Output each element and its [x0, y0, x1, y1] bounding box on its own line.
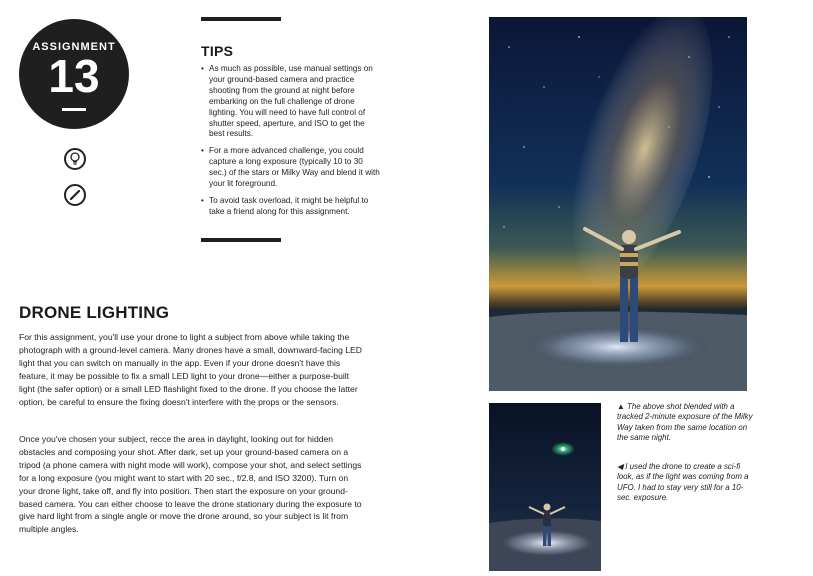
ufo-photo	[489, 403, 601, 571]
assignment-badge	[19, 19, 129, 129]
caption-main-photo: ▲ The above shot blended with a tracked 2-minute exposure of the Milky Way taken from the same location on the same night.	[617, 402, 753, 443]
badge-dash	[62, 108, 86, 111]
assignment-label: ASSIGNMENT	[32, 41, 116, 53]
top-rule	[201, 17, 281, 21]
milky-way-photo	[489, 17, 747, 391]
tips-title: TIPS	[201, 43, 234, 59]
body-paragraph: For this assignment, you'll use your drone to light a subject from above while taking the photograph with a ground-level camera. Many drones have a small, downward-facing LED light that you can switch on manually in the app. Even if your drone doesn't have this feature, it may be possible to fix a small LED light to your drone—either a purpose-built light (the safer option) or a small LED flashlight fixed to the drone. If you choose the latter option, be careful to ensure the fixing doesn't interfere with the props or the sensors.	[19, 332, 362, 407]
tip-item: • To avoid task overload, it might be helpful to take a friend along for this assignment.	[201, 196, 381, 218]
bottom-rule	[201, 238, 281, 242]
tips-list	[201, 64, 381, 224]
section-title: DRONE LIGHTING	[19, 303, 170, 322]
pencil-icon	[64, 184, 86, 206]
body-paragraph: Once you've chosen your subject, recce the area in daylight, looking out for hidden obstacles and composing your shot. After dark, set up your ground-based camera on a tripod (a phone camera with night mode will work), compose your shot, and select settings for a long exposure (you might want to start with 20 sec., f/2.8, and ISO 3200). Turn on your drone light, take off, and fly into position. Then start the exposure on your ground-based camera. You can either choose to leave the drone stationary during the exposure to give hard light from a single angle or move the drone around, so your subject is lit from multiple angles.	[19, 434, 362, 535]
tip-item: • As much as possible, use manual settings on your ground-based camera and practice shooting from the ground at night before embarking on the full challenge of drone lighting. You will need to have full control of shutter speed, aperture, and ISO to get the best results.	[201, 64, 381, 140]
tip-item: • For a more advanced challenge, you could capture a long exposure (typically 10 to 30 sec.) of the stars or Milky Way and blend it with your lit foreground.	[201, 146, 381, 190]
caption-ufo-photo: ◀ I used the drone to create a sci-fi look, as if the light was coming from a UFO. I had to stay very still for a 10-sec. exposure.	[617, 462, 749, 503]
lightbulb-icon	[64, 148, 86, 170]
assignment-number: 13	[48, 50, 100, 102]
